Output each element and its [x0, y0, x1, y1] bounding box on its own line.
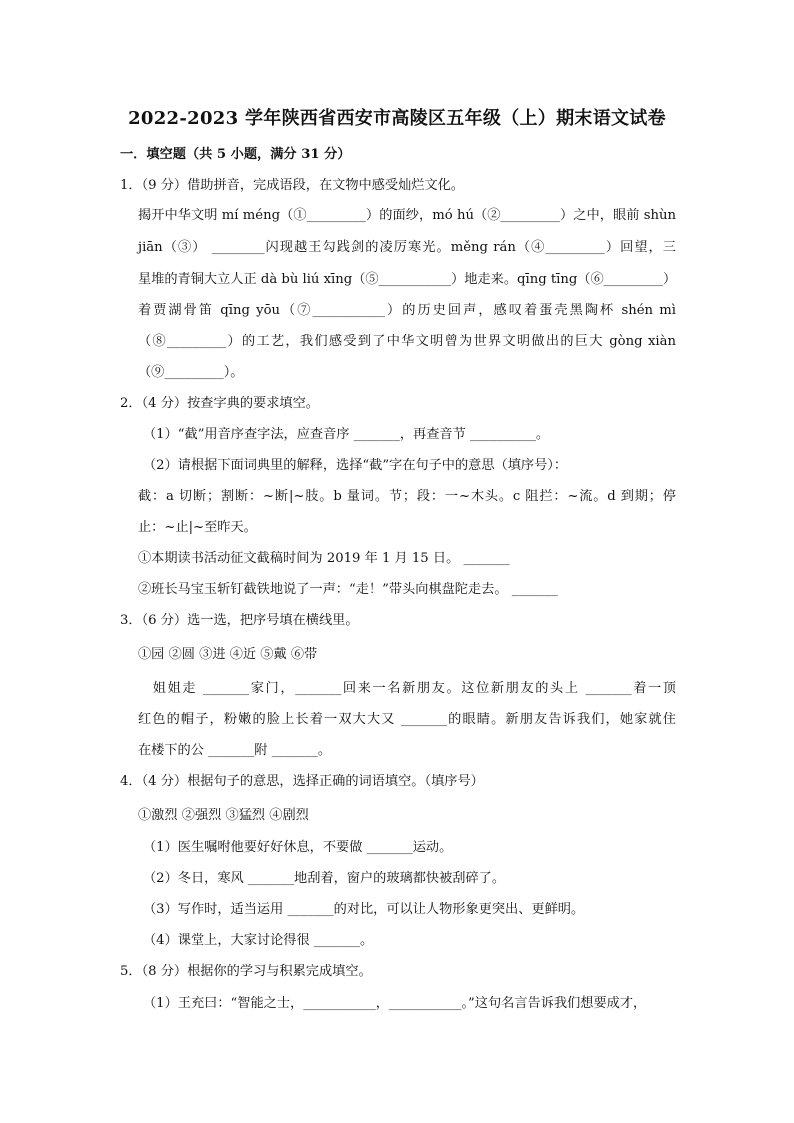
question-1-line: 揭开中华文明 mí méng（①_________）的面纱，mó hú（②_________）之中，眼前 shùn: [138, 208, 676, 223]
question-4-line: （3）写作时，适当运用 _______的对比，可以让人物形象更突出、更鲜明。: [143, 902, 585, 917]
question-3-line: 红色的帽子，粉嫩的脸上长着一双大大又 _______的眼睛。新朋友告诉我们，她家就住: [138, 712, 676, 727]
question-5-line: （1）王充曰：“智能之士，___________，___________。”这句名言告诉我们想要成才，: [143, 996, 647, 1011]
question-2-line: （2）请根据下面词典里的解释，选择“截”字在句子中的意思（填序号）：: [143, 458, 568, 473]
question-3-options: ①园 ②圆 ③进 ④近 ⑤戴 ⑥带: [138, 647, 318, 662]
question-5-heading: 5．（8 分）根据你的学习与积累完成填空。: [120, 964, 372, 979]
question-2-line: 截：a 切断；割断：~断|~肢。b 量词。节；段：一~木头。c 阻拦：~流。d 到期；停: [138, 489, 676, 504]
question-2-line: （1）“截”用音序查字法，应查音序 _______，再查音节 __________。: [143, 427, 550, 442]
question-3-heading: 3．（6 分）选一选，把序号填在横线里。: [120, 613, 359, 628]
question-1-heading: 1．（9 分）借助拼音，完成语段，在文物中感受灿烂文化。: [120, 178, 465, 193]
section-heading: 一．填空题（共 5 小题，满分 31 分）: [120, 147, 351, 162]
question-4-line: （4）课堂上，大家讨论得很 _______。: [143, 933, 374, 948]
question-2-line: 止：~止|~至昨天。: [138, 520, 257, 535]
question-2-line: ①本期读书活动征文截稿时间为 2019 年 1 月 15 日。 _______: [138, 551, 510, 566]
question-4-heading: 4．（4 分）根据句子的意思，选择正确的词语填空。（填序号）: [120, 774, 484, 789]
question-2-line: ②班长马宝玉斩钉截铁地说了一声：“走！”带头向棋盘陀走去。 _______: [138, 582, 558, 597]
question-4-options: ①激烈 ②强烈 ③猛烈 ④剧烈: [138, 808, 309, 823]
question-4-line: （2）冬日，寒风 _______地刮着，窗户的玻璃都快被刮碎了。: [143, 871, 506, 886]
question-1-line: jiān（③） ________闪现越王勾践剑的凌厉寒光。měng rán（④_________）回望，三: [138, 240, 676, 255]
question-1-line: （⑨_________）。: [138, 365, 244, 380]
question-3-line: 姐姐走 _______家门，_______回来一名新朋友。这位新朋友的头上 _______着一顶: [138, 681, 676, 696]
question-3-line: 在楼下的公 _______附 _______。: [138, 743, 332, 758]
question-1-line: 着贾湖骨笛 qīng yōu（⑦___________）的历史回声，感叹着蛋壳黑陶杯 shén mì: [138, 303, 676, 318]
question-2-heading: 2．（4 分）按查字典的要求填空。: [120, 396, 319, 411]
page-title: 2022-2023 学年陕西省西安市高陵区五年级（上）期末语文试卷: [128, 108, 666, 129]
question-1-line: 星堆的青铜大立人正 dà bù liú xīng（⑤___________）地走来。qīng tīng（⑥_________）: [138, 272, 677, 287]
question-4-line: （1）医生嘱咐他要好好休息，不要做 _______运动。: [143, 840, 453, 855]
question-1-line: （⑧_________）的工艺，我们感受到了中华文明曾为世界文明做出的巨大 gòng xiàn: [138, 334, 676, 349]
